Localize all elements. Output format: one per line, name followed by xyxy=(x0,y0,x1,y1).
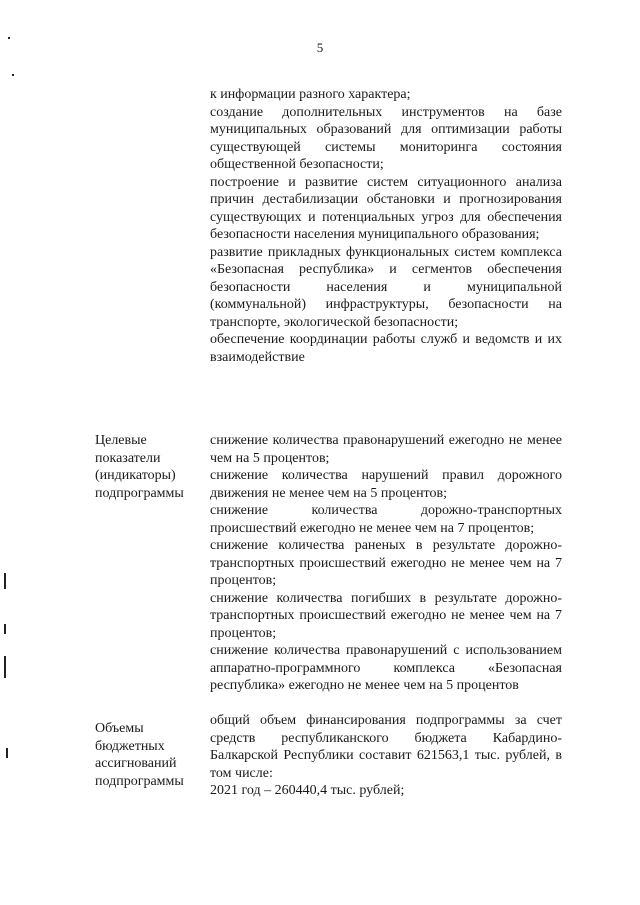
budget-label xyxy=(95,720,205,790)
label-line: показатели xyxy=(95,450,161,466)
label-line: Целевые xyxy=(95,433,147,448)
label-line: ассигнований xyxy=(95,756,177,771)
label-line: подпрограммы xyxy=(95,485,184,501)
paragraph: снижение количества погибших в результате дорожно-транспортных происшествий ежегодно не менее чем на 7 процентов; xyxy=(210,590,562,641)
paragraph: развитие прикладных функциональных систем комплекса «Безопасная республика» и сегментов обеспечения безопасности населения и муниципальной (коммунальной) инфраструктуры, безопасности на транспорте, экологической безопасности; xyxy=(210,244,562,330)
paragraph: снижение количества правонарушений ежегодно не менее чем на 5 процентов; xyxy=(210,433,562,466)
scan-mark xyxy=(12,74,14,76)
paragraph: снижение количества правонарушений с использованием аппаратно-программного комплекса «Безопасная республика» ежегодно не менее чем на 5 процентов xyxy=(210,643,562,693)
label-line: Объемы xyxy=(95,721,144,736)
label-line: бюджетных xyxy=(95,738,165,754)
paragraph: к информации разного характера; xyxy=(210,87,411,102)
indicators-label xyxy=(95,432,205,502)
scan-mark xyxy=(4,573,6,589)
paragraph: создание дополнительных инструментов на базе муниципальных образований для оптимизации работы существующей системы мониторинга состояния общественной безопасности; xyxy=(210,104,562,172)
paragraph: снижение количества дорожно-транспортных происшествий ежегодно не менее чем на 7 процентов; xyxy=(210,503,562,536)
scan-mark xyxy=(4,624,6,634)
paragraph: снижение количества раненых в результате дорожно-транспортных происшествий ежегодно не менее чем на 7 процентов; xyxy=(210,538,562,588)
budget-block xyxy=(210,712,562,800)
paragraph: построение и развитие систем ситуационного анализа причин дестабилизации обстановки и прогнозирования существующих и потенциальных угроз для обеспечения безопасности населения муниципального образования; xyxy=(210,174,562,242)
scan-mark xyxy=(6,748,8,758)
paragraph: снижение количества нарушений правил дорожного движения не менее чем на 5 процентов; xyxy=(210,468,562,501)
paragraph: общий объем финансирования подпрограммы за счет средств республиканского бюджета Кабардино-Балкарской Республики составит 621563,1 тыс. рублей, в том числе: xyxy=(210,713,562,781)
goals-continuation-block xyxy=(210,86,562,366)
label-line: (индикаторы) xyxy=(95,468,176,483)
label-line: подпрограммы xyxy=(95,773,184,789)
paragraph: обеспечение координации работы служб и ведомств и их взаимодействие xyxy=(210,332,562,365)
scan-mark xyxy=(8,37,10,39)
scan-mark xyxy=(4,656,6,678)
indicators-block xyxy=(210,432,562,695)
paragraph: 2021 год – 260440,4 тыс. рублей; xyxy=(210,783,405,798)
page-number: 5 xyxy=(316,40,324,55)
